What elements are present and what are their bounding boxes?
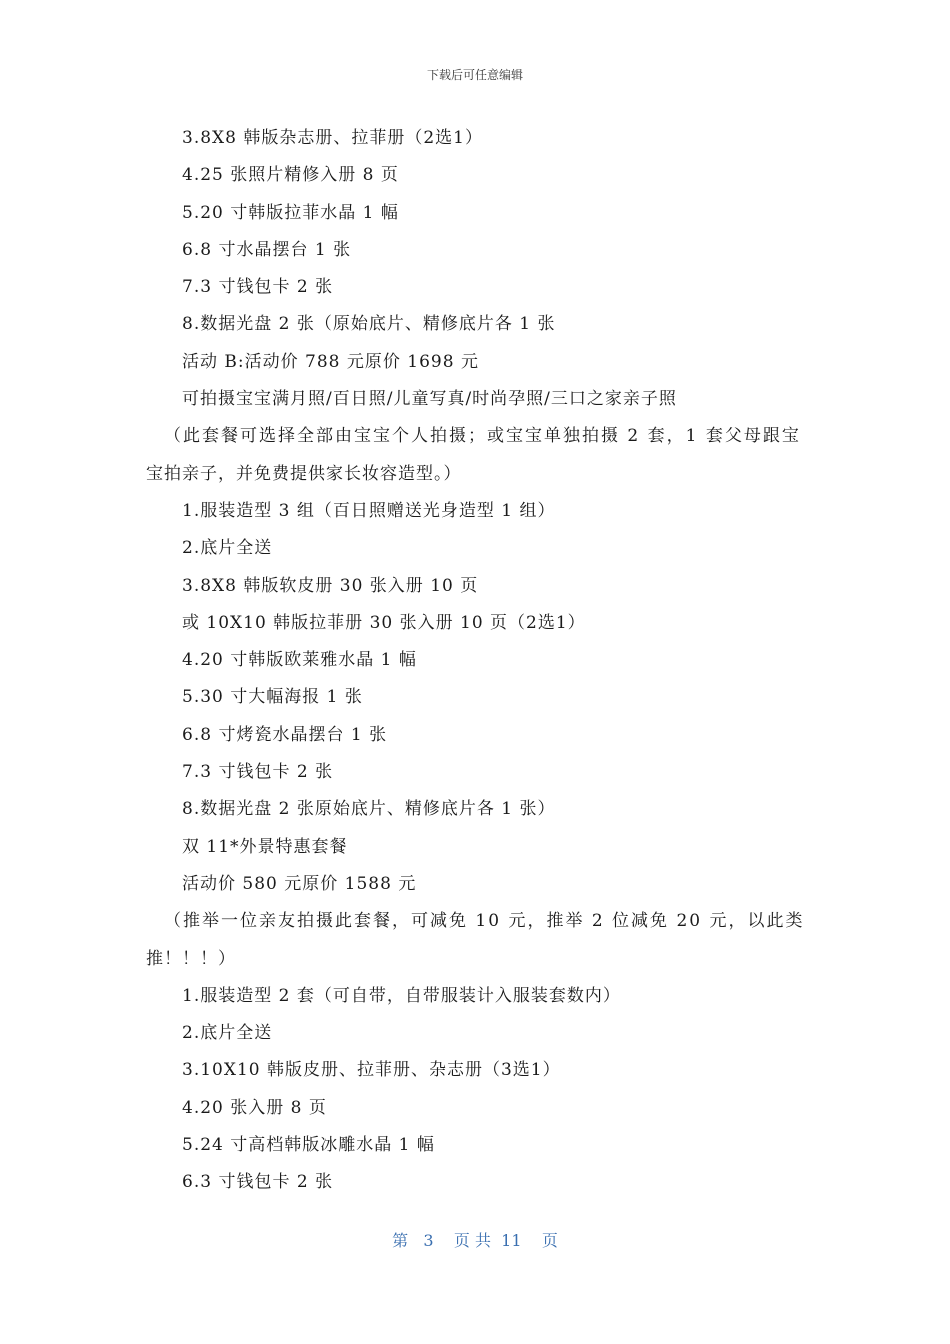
section-heading: 活动 B:活动价 788 元原价 1698 元 [182,351,479,372]
list-item: 5.20 寸韩版拉菲水晶 1 幅 [182,202,399,223]
list-item: 3.8X8 韩版杂志册、拉菲册（2选1） [182,128,483,148]
list-item: 3.10X10 韩版皮册、拉菲册、杂志册（3选1） [182,1060,561,1081]
list-item: 1.服装造型 3 组（百日照赠送光身造型 1 组） [182,500,556,521]
list-item: 4.25 张照片精修入册 8 页 [182,165,399,186]
list-item: 6.8 寸水晶摆台 1 张 [182,239,352,260]
list-item: 6.8 寸烤瓷水晶摆台 1 张 [182,724,388,745]
list-item: 2.底片全送 [182,1023,273,1044]
document-body [146,120,810,1202]
paragraph-line: 宝拍亲子，并免费提供家长妆容造型。） [146,463,462,484]
list-item: 6.3 寸钱包卡 2 张 [182,1172,334,1193]
page-header: 下载后可任意编辑 [426,68,523,82]
list-item: 8.数据光盘 2 张（原始底片、精修底片各 1 张 [182,314,556,335]
list-item: 7.3 寸钱包卡 2 张 [182,277,334,298]
list-item: 8.数据光盘 2 张原始底片、精修底片各 1 张） [182,799,556,820]
list-item: 5.30 寸大幅海报 1 张 [182,687,363,708]
list-item: 7.3 寸钱包卡 2 张 [182,762,334,783]
paragraph-line: 可拍摄宝宝满月照/百日照/儿童写真/时尚孕照/三口之家亲子照 [182,389,677,410]
list-item: 3.8X8 韩版软皮册 30 张入册 10 页 [182,575,479,596]
paragraph-line: 活动价 580 元原价 1588 元 [182,873,417,894]
list-item: 4.20 张入册 8 页 [182,1097,327,1118]
list-item: 5.24 寸高档韩版冰雕水晶 1 幅 [182,1135,435,1156]
paragraph-line: 推！！！） [146,948,236,969]
list-item: 1.服装造型 2 套（可自带，自带服装计入服装套数内） [182,985,621,1006]
list-item: 4.20 寸韩版欧莱雅水晶 1 幅 [182,650,417,671]
paragraph-line: （推举一位亲友拍摄此套餐，可减免 10 元，推举 2 位减免 20 元，以此类 [164,911,805,932]
list-item: 或 10X10 韩版拉菲册 30 张入册 10 页（2选1） [182,612,586,633]
page-number-footer: 第 3 页 共 11 页 [392,1231,558,1250]
list-item: 2.底片全送 [182,538,273,559]
section-heading: 双 11*外景特惠套餐 [182,836,348,857]
paragraph-line: （此套餐可选择全部由宝宝个人拍摄；或宝宝单独拍摄 2 套，1 套父母跟宝 [164,426,801,447]
